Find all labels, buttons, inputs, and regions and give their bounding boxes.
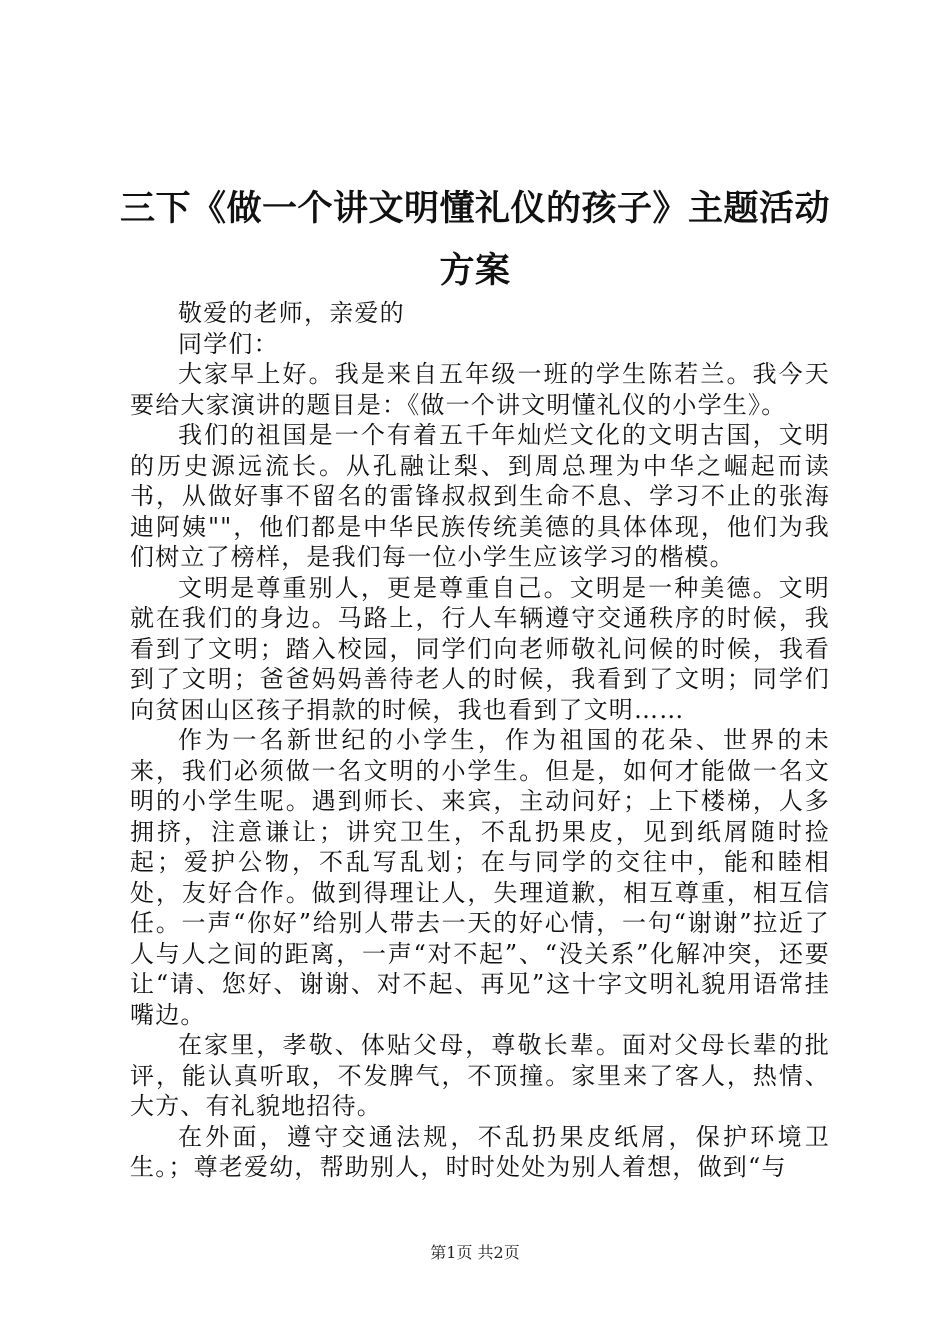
paragraph: 在外面，遵守交通法规，不乱扔果皮纸屑，保护环境卫生。；尊老爱幼，帮助别人，时时处处为别人着想，做到“与 [130,1122,830,1181]
paragraph: 文明是尊重别人，更是尊重自己。文明是一种美德。文明就在我们的身边。马路上，行人车辆遵守交通秩序的时候，我看到了文明；踏入校园，同学们向老师敬礼问候的时候，我看到了文明；爸爸妈妈善待老人的时候，我看到了文明；同学们向贫困山区孩子捐款的时候，我也看到了文明…… [130,573,830,724]
document-body [130,298,830,1183]
paragraph: 在家里，孝敬、体贴父母，尊敬长辈。面对父母长辈的批评，能认真听取，不发脾气，不顶撞。家里来了客人，热情、大方、有礼貌地招待。 [130,1031,830,1120]
page-footer: 第1页 共2页 [430,1243,520,1262]
paragraph: 我们的祖国是一个有着五千年灿烂文化的文明古国，文明的历史源远流长。从孔融让梨、到周总理为中华之崛起而读书，从做好事不留名的雷锋叔叔到生命不息、学习不止的张海迪阿姨""，他们都是中华民族传统美德的具体体现，他们为我们树立了榜样，是我们每一位小学生应该学习的楷模。 [130,421,830,571]
document-title: 三下《做一个讲文明懂礼仪的孩子》主题活动方案 [119,189,830,291]
paragraph: 作为一名新世纪的小学生，作为祖国的花朵、世界的未来，我们必须做一名文明的小学生。但是，如何才能做一名文明的小学生呢。遇到师长、来宾，主动问好；上下楼梯，人多拥挤，注意谦让；讲究卫生，不乱扔果皮，见到纸屑随时捡起；爱护公物，不乱写乱划；在与同学的交往中，能和睦相处，友好合作。做到得理让人，失理道歉，相互尊重，相互信任。一声“你好”给别人带去一天的好心情，一句“谢谢”拉近了人与人之间的距离，一声“对不起”、“没关系”化解冲突，还要让“请、您好、谢谢、对不起、再见”这十字文明礼貌用语常挂嘴边。 [130,726,830,1029]
salutation-line-1: 敬爱的老师，亲爱的 [178,299,405,327]
paragraph: 大家早上好。我是来自五年级一班的学生陈若兰。我今天要给大家演讲的题目是：《做一个讲文明懂礼仪的小学生》。 [130,360,830,419]
salutation-line-2: 同学们： [178,329,279,358]
